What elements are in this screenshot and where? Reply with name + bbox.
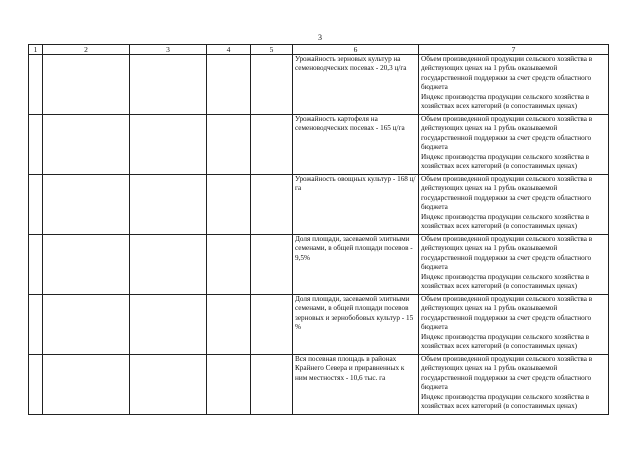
table-row [29,355,609,415]
indicator-text: Индекс производства продукции сельского хозяйства в хозяйствах всех категорий (в сопоставимых ценах) [421,392,590,411]
indicator-text: Индекс производства продукции сельского хозяйства в хозяйствах всех категорий (в сопоставимых ценах) [421,212,590,231]
indicators-cell [419,115,609,175]
target-value-cell: Урожайность картофеля на семеноводческих посевах - 165 ц/га [293,115,419,175]
indicator-text: Объем произведенной продукции сельского хозяйства в действующих ценах на 1 рубль оказываемой государственной поддержки за счет средств областного бюджета [421,55,593,92]
column-header: 3 [130,45,207,55]
empty-cell [29,55,43,115]
page-number: 3 [318,33,322,42]
indicator-text: Индекс производства продукции сельского хозяйства в хозяйствах всех категорий (в сопоставимых ценах) [421,272,590,291]
indicator-text: Индекс производства продукции сельского хозяйства в хозяйствах всех категорий (в сопоставимых ценах) [421,332,590,351]
empty-cell [43,355,130,415]
empty-cell [29,115,43,175]
empty-cell [130,115,207,175]
empty-cell [29,355,43,415]
empty-cell [207,235,251,295]
empty-cell [207,295,251,355]
table-row [29,235,609,295]
indicators-cell [419,295,609,355]
target-value-cell: Доля площади, засеваемой элитными семенами, в общей площади посевов - 9,5% [293,235,419,295]
column-header: 6 [293,45,419,55]
empty-cell [43,55,130,115]
empty-cell [251,295,293,355]
empty-cell [207,55,251,115]
empty-cell [43,175,130,235]
empty-cell [130,355,207,415]
empty-cell [251,355,293,415]
empty-cell [251,175,293,235]
empty-cell [207,355,251,415]
table-row [29,115,609,175]
empty-cell [43,115,130,175]
empty-cell [29,235,43,295]
indicator-text: Объем произведенной продукции сельского хозяйства в действующих ценах на 1 рубль оказываемой государственной поддержки за счет средств областного бюджета [421,295,593,332]
indicator-text: Индекс производства продукции сельского хозяйства в хозяйствах всех категорий (в сопоставимых ценах) [421,92,590,111]
empty-cell [130,235,207,295]
indicators-cell [419,55,609,115]
table-row [29,55,609,115]
indicator-text: Объем произведенной продукции сельского хозяйства в действующих ценах на 1 рубль оказываемой государственной поддержки за счет средств областного бюджета [421,115,593,152]
target-value-cell: Вся посевная площадь в районах Крайнего Севера и приравненных к ним местностях - 10,6 тыс. га [293,355,419,415]
indicator-text: Объем произведенной продукции сельского хозяйства в действующих ценах на 1 рубль оказываемой государственной поддержки за счет средств областного бюджета [421,355,593,392]
indicators-cell [419,175,609,235]
indicator-text: Объем произведенной продукции сельского хозяйства в действующих ценах на 1 рубль оказываемой государственной поддержки за счет средств областного бюджета [421,175,593,212]
column-header: 1 [29,45,43,55]
empty-cell [251,115,293,175]
empty-cell [251,55,293,115]
empty-cell [43,235,130,295]
column-header: 2 [43,45,130,55]
indicators-cell [419,235,609,295]
empty-cell [29,175,43,235]
table-row [29,175,609,235]
empty-cell [130,175,207,235]
column-header: 5 [251,45,293,55]
empty-cell [251,235,293,295]
column-header-row [29,45,609,55]
indicator-text: Индекс производства продукции сельского хозяйства в хозяйствах всех категорий (в сопоставимых ценах) [421,152,590,171]
empty-cell [130,55,207,115]
target-value-cell: Урожайность зерновых культур на семеноводческих посевах - 20,3 ц/га [293,55,419,115]
column-header: 7 [419,45,609,55]
indicator-text: Объем произведенной продукции сельского хозяйства в действующих ценах на 1 рубль оказываемой государственной поддержки за счет средств областного бюджета [421,235,593,272]
target-value-cell: Урожайность овощных культур - 168 ц/га [293,175,419,235]
indicators-table [28,44,609,415]
indicators-cell [419,355,609,415]
empty-cell [29,295,43,355]
empty-cell [43,295,130,355]
empty-cell [130,295,207,355]
empty-cell [207,175,251,235]
table-row [29,295,609,355]
column-header: 4 [207,45,251,55]
empty-cell [207,115,251,175]
target-value-cell: Доля площади, засеваемой элитными семенами, в общей площади посевов зерновых и зернобобовых культур - 15 % [293,295,419,355]
